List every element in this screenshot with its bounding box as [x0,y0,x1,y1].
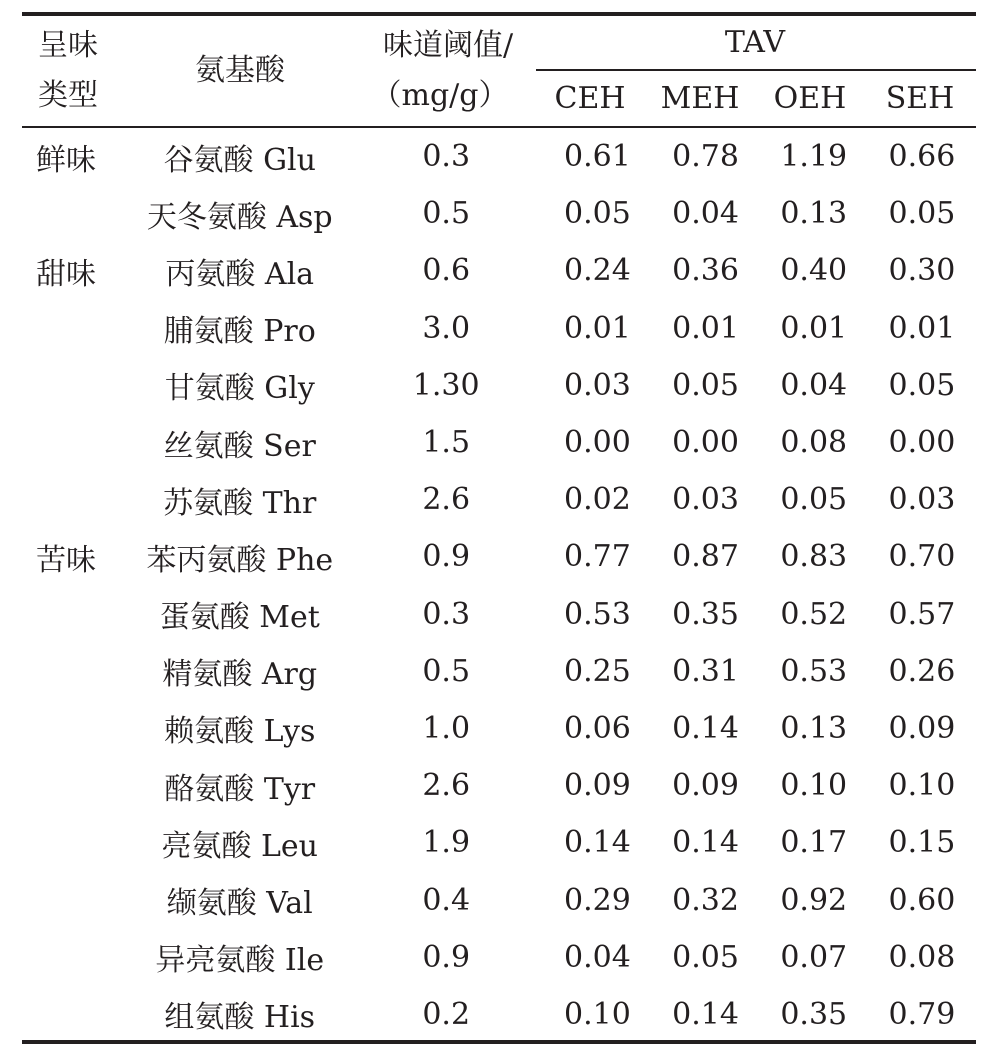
tav-value-cell: 0.40 [780,253,848,289]
taste-type-cell: 甜味 [36,256,96,292]
taste-type-cell: 鲜味 [36,142,96,178]
tav-value-cell: 0.24 [564,253,631,289]
tav-value-cell: 0.14 [564,825,631,861]
tav-value-cell: 0.14 [672,710,739,746]
tav-value-cell: 0.13 [780,196,848,232]
amino-acid-cell: 异亮氨酸 Ile [155,943,325,979]
taste-type-cell [22,414,130,471]
tav-value-cell: 0.01 [888,310,956,346]
table-row [22,586,976,643]
table-row [22,528,976,585]
tav-value-cell: 1.19 [780,139,848,175]
tav-value-cell: 0.09 [888,710,956,746]
threshold-cell: 0.6 [422,253,471,289]
tav-value-cell: 0.32 [672,882,739,918]
tav-value-cell: 0.05 [888,196,956,232]
tav-value-cell: 0.60 [888,882,956,918]
table-row [22,471,976,528]
header-sample-meh: MEH [660,81,740,116]
tav-value-cell: 0.03 [564,367,631,403]
amino-acid-cell: 苏氨酸 Thr [163,485,317,521]
threshold-cell: 3.0 [422,310,471,346]
tav-value-cell: 0.03 [672,482,739,518]
header-taste-type-line1: 呈味 [38,28,98,63]
amino-acid-cell: 天冬氨酸 Asp [146,199,333,235]
amino-acid-cell: 丝氨酸 Ser [163,428,316,464]
taste-type-cell [22,757,130,814]
threshold-cell: 0.5 [422,653,471,689]
amino-acid-cell: 甘氨酸 Gly [164,371,315,407]
taste-type-cell: 苦味 [36,542,96,578]
taste-type-cell [22,185,130,242]
tav-value-cell: 0.05 [672,939,739,975]
tav-value-cell: 0.17 [780,825,848,861]
taste-type-cell [22,357,130,414]
tav-value-cell: 0.09 [672,768,739,804]
table-row [22,814,976,871]
table-row [22,643,976,700]
taste-type-cell [22,814,130,871]
tav-value-cell: 0.04 [780,367,848,403]
tav-value-cell: 0.79 [888,996,956,1032]
tav-value-cell: 0.66 [888,139,956,175]
threshold-cell: 2.6 [422,768,471,804]
tav-value-cell: 0.10 [564,996,631,1032]
table-row [22,357,976,414]
tav-value-cell: 0.26 [888,653,956,689]
amino-acid-cell: 酪氨酸 Tyr [164,771,316,807]
tav-value-cell: 0.08 [780,425,848,461]
amino-acid-cell: 组氨酸 His [164,1000,316,1036]
header-sample-oeh: OEH [773,81,847,116]
table-row [22,128,976,185]
amino-acid-cell: 亮氨酸 Leu [161,828,319,864]
tav-value-cell: 0.57 [888,596,956,632]
table-body [22,128,976,1043]
threshold-cell: 2.6 [422,482,471,518]
threshold-cell: 1.0 [422,710,471,746]
amino-acid-cell: 精氨酸 Arg [162,657,318,693]
tav-value-cell: 0.15 [888,825,956,861]
taste-type-cell [22,586,130,643]
tav-value-cell: 0.83 [780,539,848,575]
taste-type-cell [22,643,130,700]
header-threshold-line2: （mg/g） [371,78,509,113]
tav-value-cell: 0.00 [672,425,739,461]
threshold-cell: 0.4 [422,882,471,918]
threshold-cell: 0.5 [422,196,471,232]
tav-value-cell: 0.35 [780,996,848,1032]
tav-value-cell: 0.09 [564,768,631,804]
threshold-cell: 0.9 [422,539,471,575]
taste-type-cell [22,471,130,528]
table-row [22,929,976,986]
header-sample-seh: SEH [885,81,955,116]
table-row [22,414,976,471]
tav-value-cell: 0.05 [564,196,631,232]
tav-value-cell: 0.00 [888,425,956,461]
tav-value-cell: 0.77 [564,539,631,575]
tav-value-cell: 0.13 [780,710,848,746]
tav-value-cell: 0.10 [780,768,848,804]
tav-value-cell: 0.03 [888,482,956,518]
tav-value-cell: 0.25 [564,653,631,689]
tav-value-cell: 0.05 [672,367,739,403]
threshold-cell: 0.2 [422,996,471,1032]
amino-acid-cell: 丙氨酸 Ala [165,256,315,292]
taste-type-cell [22,986,130,1043]
threshold-cell: 1.5 [422,425,471,461]
amino-acid-cell: 脯氨酸 Pro [163,314,316,350]
tav-value-cell: 0.05 [888,367,956,403]
tav-value-cell: 0.07 [780,939,848,975]
amino-acid-cell: 蛋氨酸 Met [159,600,320,636]
table-row [22,871,976,928]
threshold-cell: 1.9 [422,825,471,861]
amino-acid-cell: 缬氨酸 Val [166,886,313,922]
header-tav: TAV [724,25,786,60]
threshold-cell: 1.30 [412,367,480,403]
tav-value-cell: 0.31 [672,653,739,689]
tav-value-cell: 0.70 [888,539,956,575]
top-rule [22,12,976,16]
tav-value-cell: 0.87 [672,539,739,575]
tav-value-cell: 0.01 [780,310,848,346]
table-row [22,300,976,357]
amino-acid-cell: 苯丙氨酸 Phe [146,542,334,578]
tav-value-cell: 0.04 [672,196,739,232]
header-taste-type-line2: 类型 [38,78,98,113]
taste-type-cell [22,929,130,986]
tav-value-cell: 0.30 [888,253,956,289]
tav-value-cell: 0.08 [888,939,956,975]
tav-value-cell: 0.14 [672,996,739,1032]
taste-type-cell [22,300,130,357]
tav-value-cell: 0.14 [672,825,739,861]
tav-value-cell: 0.78 [672,139,739,175]
tav-value-cell: 0.92 [780,882,848,918]
taste-type-cell [22,700,130,757]
header-sample-ceh: CEH [554,81,626,116]
header-amino-acid: 氨基酸 [195,53,285,88]
tav-value-cell: 0.01 [564,310,631,346]
tav-value-cell: 0.53 [564,596,631,632]
tav-value-cell: 0.01 [672,310,739,346]
table-row [22,986,976,1043]
tav-value-cell: 0.53 [780,653,848,689]
table-row [22,242,976,299]
tav-value-cell: 0.61 [564,139,631,175]
amino-acid-cell: 谷氨酸 Glu [163,142,316,178]
tav-value-cell: 0.06 [564,710,631,746]
threshold-cell: 0.3 [422,139,471,175]
amino-acid-cell: 赖氨酸 Lys [164,714,316,750]
tav-value-cell: 0.00 [564,425,631,461]
taste-type-cell [22,871,130,928]
threshold-cell: 0.3 [422,596,471,632]
tav-value-cell: 0.05 [780,482,848,518]
table-row [22,757,976,814]
table-row [22,700,976,757]
tav-rule [536,69,976,71]
tav-value-cell: 0.04 [564,939,631,975]
tav-value-cell: 0.02 [564,482,631,518]
table-row [22,185,976,242]
tav-value-cell: 0.29 [564,882,631,918]
threshold-cell: 0.9 [422,939,471,975]
tav-value-cell: 0.52 [780,596,848,632]
tav-value-cell: 0.36 [672,253,739,289]
header-threshold-line1: 味道阈值/ [382,28,514,63]
tav-value-cell: 0.35 [672,596,739,632]
tav-value-cell: 0.10 [888,768,956,804]
